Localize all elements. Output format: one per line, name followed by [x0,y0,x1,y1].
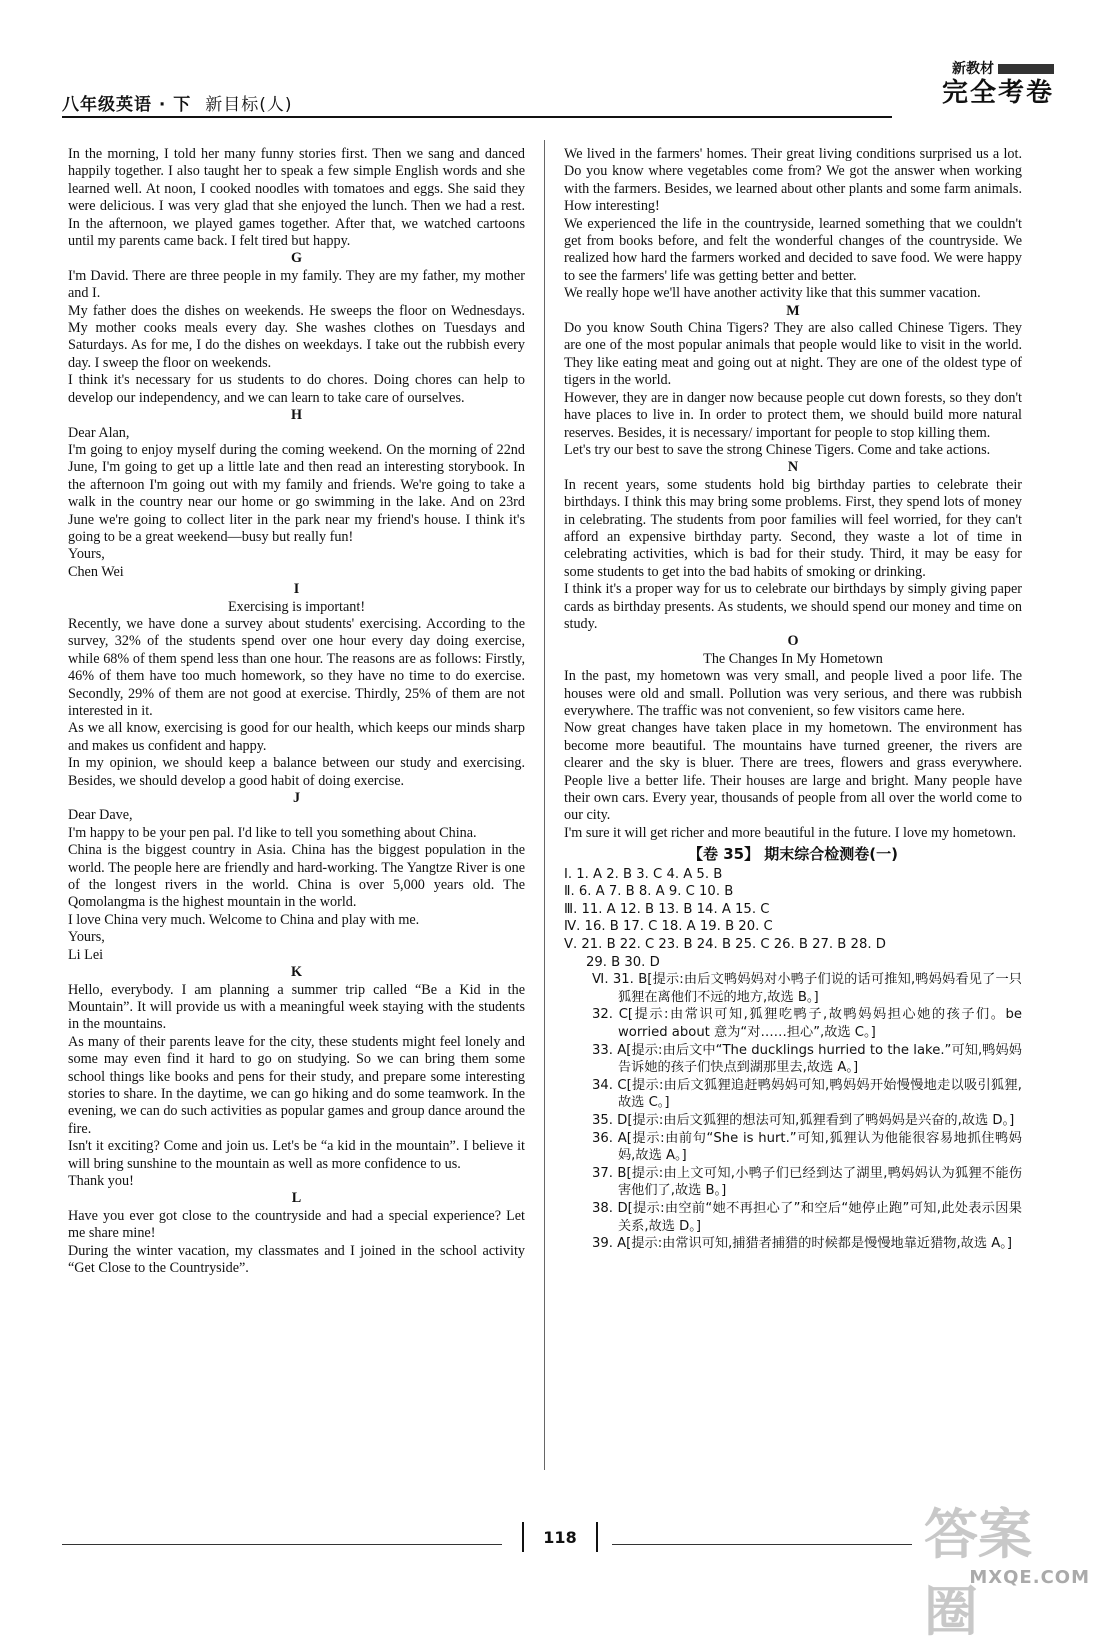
paragraph: Thank you! [68,1172,134,1189]
paragraph: In my opinion, we should keep a balance between our study and exercising. Besides, we should develop a good habit of doing exercise. [68,755,525,789]
watermark-url: MXQE.COM [969,1567,1090,1588]
book-title [62,90,293,115]
paragraph: Dear Alan, [68,424,130,441]
page-header [62,58,1054,120]
watermark-logo: 答案圈 [924,1503,1032,1643]
essay-title: The Changes In My Hometown [703,650,883,667]
paragraph: Yours, [68,929,105,946]
paragraph: Now great changes have taken place in my hometown. The environment has become more beautiful. The mountains have turned greener, the rivers are clearer and the sky is bluer. There are trees, flowers and grass everywhere. People live a better life. Their houses are large and bright. Many people have their own cars. Every year, thousands of people from all over the world come to our city. [564,720,1022,824]
section-heading: H [290,407,303,424]
paragraph: I'm sure it will get richer and more beautiful in the future. I love my hometown. [564,824,1017,841]
exam-volume-title: 【卷 35】 期末综合检测卷(一) [687,845,899,864]
paragraph: We lived in the farmers' homes. Their great living conditions surprised us a lot. Do you know where vegetables come from? We got the answer when working with the farmers. Besides, we learned about other plants and some farm animals. How interesting! [564,146,1022,215]
answer-row: Ⅰ. 1. A 2. B 3. C 4. A 5. B [564,866,723,882]
brand-small-text: 新教材 [952,61,994,77]
book-title-sub: 新目标(人) [205,95,293,115]
paragraph: I love China very much. Welcome to China and play with me. [68,911,420,928]
paragraph: I'm going to enjoy myself during the coming weekend. On the morning of 22nd June, I'm going to get up a little late and then read an interesting storybook. In the afternoon I'm going out with my family and friends. We're going to take a walk in the country near our home or go swimming in the lake. And on 23rd June we're going to collect liter in the park near my friend's house. I think it's going to be a great weekend—busy but really fun! [68,441,525,545]
answer-explanation: 35. D[提示:由后文狐狸的想法可知,狐狸看到了鸭妈妈是兴奋的,故选 D。] [592,1112,1015,1128]
paragraph: China is the biggest country in Asia. China has the biggest population in the world. The people here are friendly and hard-working. The Yangtze River is one of the longest rivers in the world. China is over 5,000 years old. The Qomolangma is the highest mountain in the world. [68,842,525,911]
paragraph: Isn't it exciting? Come and join us. Let's be “a kid in the mountain”. I believe it will bring sunshine to the mountain as well as more confidence to us. [68,1138,525,1172]
paragraph: Hello, everybody. I am planning a summer trip called “Be a Kid in the Mountain”. It will provide us with a meaningful week staying with the students in the mountains. [68,981,525,1033]
paragraph: Li Lei [68,946,104,963]
paragraph: As we all know, exercising is good for our health, which keeps our minds sharp and makes us confident and happy. [68,720,525,754]
paragraph: Do you know South China Tigers? They are also called Chinese Tigers. They are one of the most popular animals that people would like to visit in the world. They like eating meat and going out at night. They are one of the oldest type of tigers in the world. [564,320,1022,389]
section-heading: J [292,790,301,807]
watermark [924,1490,1094,1643]
section-heading: K [290,964,303,981]
column-divider [544,140,545,1470]
answer-explanation: 37. B[提示:由上文可知,小鸭子们已经到达了湖里,鸭妈妈认为狐狸不能伤害他们了,故选 B。] [592,1165,1022,1199]
right-column [564,146,1022,1253]
paragraph: Dear Dave, [68,807,133,824]
answer-row: Ⅴ. 21. B 22. C 23. B 24. B 25. C 26. B 27. B 28. D [564,937,886,953]
paragraph: However, they are in danger now because people cut down forests, so they don't have places to live in. In order to protect them, we should build more natural reserves. Besides, it is necessary/ important for people to stop killing them. [564,389,1022,441]
answer-explanation: 38. D[提示:由空前“她不再担心了”和空后“她停止跑”可知,此处表示因果关系,故选 D。] [592,1200,1022,1234]
paragraph: As many of their parents leave for the city, these students might feel lonely and some may even find it hard to go on studying. So we can bring them some school things like books and pens for their study, and prepare some interesting stories to share. In the daytime, we can go hiking and do some teamwork. In the evening, we can do such activities as popular games and group dance around the fire. [68,1033,525,1137]
paragraph: In the morning, I told her many funny stories first. Then we sang and danced happily together. I also taught her to speak a few simple English words and she learned well. At noon, I cooked noodles with tomatoes and eggs. She said they were delicious. I was very glad that she enjoyed the lunch. Then we had a rest. In the afternoon, we played games together. After that, we watched cartoons until my parents came back. I felt tired but happy. [68,146,525,250]
footer-rule-left [62,1544,502,1545]
paragraph: We really hope we'll have another activity like that this summer vacation. [564,285,981,302]
section-heading: M [786,302,800,319]
page-number: 118 [543,1528,577,1547]
paragraph: Chen Wei [68,563,124,580]
paragraph: In the past, my hometown was very small, and people lived a poor life. The houses were old and small. Pollution was very serious, and there was rubbish everywhere. The traffic was not convenient, so few visitors came here. [564,668,1022,719]
footer-bar-left [522,1522,524,1552]
section-heading: G [290,250,303,267]
answer-row: 29. B 30. D [586,954,660,970]
paragraph: My father does the dishes on weekends. He sweeps the floor on Wednesdays. My mother cooks meals every day. She washes clothes on Tuesdays and Saturdays. As for me, I do the dishes on weekdays. I take out the rubbish every day. I sweep the floor on weekends. [68,302,525,371]
answer-row: Ⅱ. 6. A 7. B 8. A 9. C 10. B [564,884,734,900]
answer-explanation: 32. C[提示:由常识可知,狐狸吃鸭子,故鸭妈妈担心她的孩子们。be worried about 意为“对……担心”,故选 C。] [592,1007,1022,1040]
paragraph: I'm David. There are three people in my family. They are my father, my mother and I. [68,267,525,302]
header-divider [62,116,892,118]
brand-badge-icon [998,64,1054,74]
answer-explanation: 36. A[提示:由前句“She is hurt.”可知,狐狸认为他能很容易地抓住鸭妈妈,故选 A。] [592,1130,1022,1164]
brand-logo [942,58,1054,108]
footer-rule-right [612,1544,912,1545]
paragraph: I think it's a proper way for us to celebrate our birthdays by simply giving paper cards as birthday presents. As students, we should spend our money and time on study. [564,581,1022,632]
paragraph: We experienced the life in the countryside, learned something that we couldn't get from books before, and felt the wonderful changes of the countryside. We realized how hard the farmers worked and decided to save food. We were happy to see the farmers' life was getting better and better. [564,215,1022,284]
section-heading: O [787,633,799,650]
footer-bar-right [596,1522,598,1552]
book-title-main: 八年级英语 · 下 [62,95,192,115]
paragraph: Let's try our best to save the strong Chinese Tigers. Come and take actions. [564,441,991,458]
answer-explanation: 33. A[提示:由后文中“The ducklings hurried to the lake.”可知,鸭妈妈告诉她的孩子们快点到湖那里去,故选 A。] [592,1042,1022,1076]
answer-explanation: 34. C[提示:由后文狐狸追赶鸭妈妈可知,鸭妈妈开始慢慢地走以吸引狐狸,故选 C。] [592,1077,1022,1111]
left-column [68,146,525,1277]
paragraph: Recently, we have done a survey about students' exercising. According to the survey, 32% of the students spend over one hour every day doing exercise, while 68% of them spend less than one hour. The reasons are as follows: Firstly, 46% of them have too much homework, so they have no time to do exercise. Secondly, 29% of them are not good at exercise. Thirdly, 25% of them are not interested in it. [68,615,525,719]
answer-explanation: Ⅵ. 31. B[提示:由后文鸭妈妈对小鸭子们说的话可推知,鸭妈妈看见了一只狐狸在离他们不远的地方,故选 B。] [592,972,1022,1005]
paragraph: Have you ever got close to the countryside and had a special experience? Let me share mine! [68,1207,525,1242]
essay-title: Exercising is important! [227,598,366,615]
section-heading: N [787,459,799,476]
paragraph: I think it's necessary for us students to do chores. Doing chores can help to develop our independency, and we can learn to take care of ourselves. [68,372,525,406]
answer-row: Ⅳ. 16. B 17. C 18. A 19. B 20. C [564,919,773,935]
section-heading: L [291,1190,302,1207]
answer-row: Ⅲ. 11. A 12. B 13. B 14. A 15. C [564,901,770,917]
paragraph: In recent years, some students hold big birthday parties to celebrate their birthdays. I think this may bring some problems. First, they spend lots of money in celebrating. The students from poor families will feel worried, for they can't afford an expensive birthday party. Second, they waste a lot of time in celebrating activities, which is bad for their study. Third, it may be easy for some students to get into the bad habits of smoking or drinking. [564,476,1022,580]
paragraph: Yours, [68,546,105,563]
paragraph: During the winter vacation, my classmates and I joined in the school activity “Get Close to the Countryside”. [68,1242,525,1276]
section-heading: I [293,581,300,598]
answer-explanation: 39. A[提示:由常识可知,捕猎者捕猎的时候都是慢慢地靠近猎物,故选 A。] [592,1236,1012,1252]
brand-big-text: 完全考卷 [941,78,1054,108]
paragraph: I'm happy to be your pen pal. I'd like to tell you something about China. [68,824,477,841]
